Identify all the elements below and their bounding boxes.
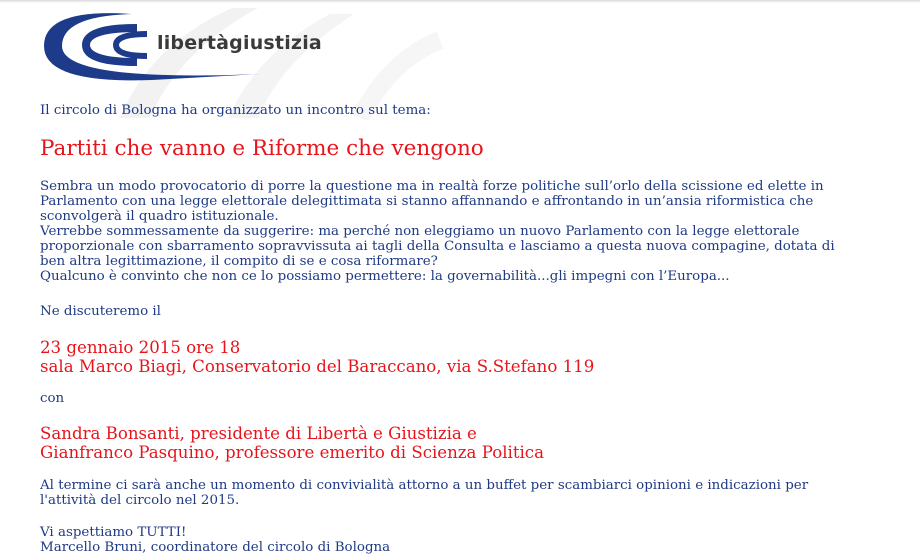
page-title: Partiti che vanno e Riforme che vengono [40,136,484,161]
closing-line: Al termine ci sarà anche un momento di convivialità attorno a un buffet per scambiarci opinioni e indicazioni per [40,478,809,493]
body-line: Verrebbe sommessamente da suggerire: ma perché non eleggiamo un nuovo Parlamento con la legge elettorale [40,224,800,239]
logo-text: libertàgiustizia [157,32,322,54]
discuss-label: Ne discuteremo il [40,304,161,319]
intro-text: Il circolo di Bologna ha organizzato un incontro sul tema: [40,103,431,118]
event-date: 23 gennaio 2015 ore 18 [40,338,241,357]
body-paragraph [40,179,835,284]
body-line: Qualcuno è convinto che non ce lo possiamo permettere: la governabilità...gli impegni con l’Europa... [40,269,730,284]
closing-paragraph [40,478,808,508]
event-place: sala Marco Biagi, Conservatorio del Baraccano, via S.Stefano 119 [40,357,595,376]
signoff: Vi aspettiamo TUTTI! [40,525,187,540]
signature: Marcello Bruni, coordinatore del circolo di Bologna [40,540,391,555]
body-line: Sembra un modo provocatorio di porre la questione ma in realtà forze politiche sull’orlo della scissione ed elette in [40,179,824,194]
body-line: sconvolgerà il quadro istituzionale. [40,209,279,224]
body-line: ben altra legittimazione, il compito di se e cosa riformare? [40,254,438,269]
speaker-2: Gianfranco Pasquino, professore emerito di Scienza Politica [40,443,544,462]
body-line: proporzionale con sbarramento sopravvissuta ai tagli della Consulta e lasciamo a questa nuova compagine, dotata di [40,239,835,254]
libertagiustizia-logo [40,10,322,82]
with-label: con [40,391,65,406]
closing-line: l'attività del circolo nel 2015. [40,493,240,508]
speaker-1: Sandra Bonsanti, presidente di Libertà e Giustizia e [40,424,477,443]
body-line: Parlamento con una legge elettorale delegittimata si stanno affannando e affrontando in un’ansia riformistica che [40,194,814,209]
